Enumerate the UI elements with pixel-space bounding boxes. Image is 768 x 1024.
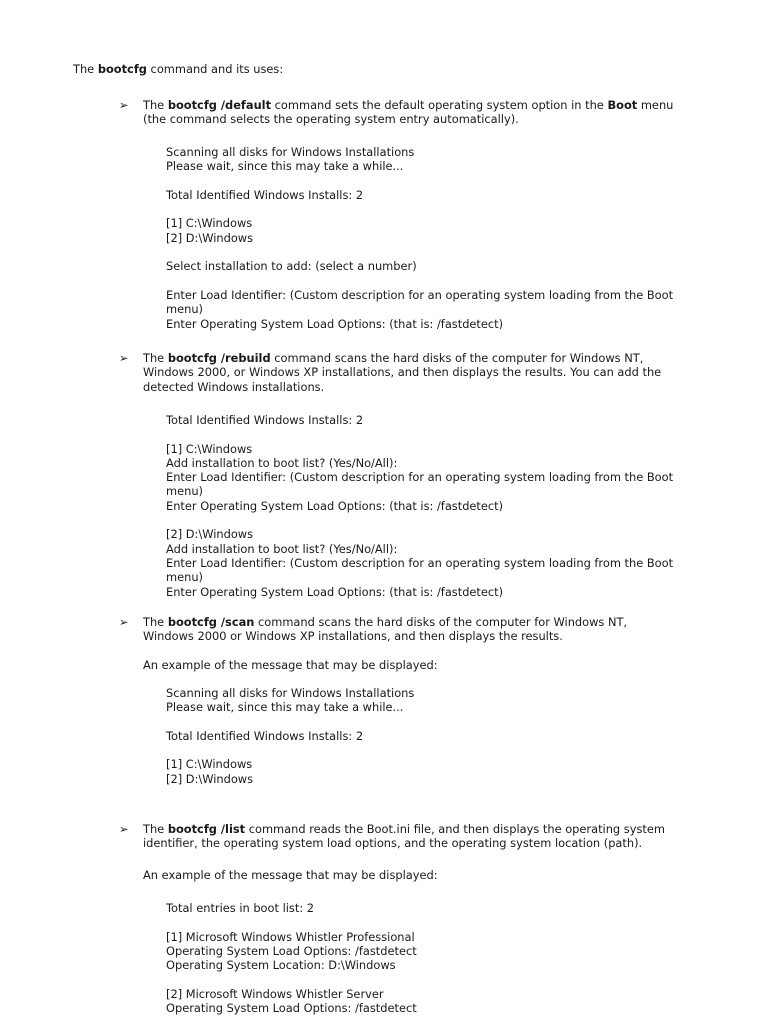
section-scan-text (143, 615, 703, 644)
text: Windows 2000, or Windows XP installations, and then displays the results. You can add the (143, 365, 662, 380)
text: The (143, 615, 168, 629)
section-list-text (143, 822, 703, 851)
code-block-list (166, 901, 706, 1015)
code-line: [2] D:\Windows (166, 771, 254, 786)
code-line: menu) (166, 302, 203, 317)
code-line: Total entries in boot list: 2 (166, 901, 315, 915)
code-line (166, 245, 706, 259)
text: Windows 2000 or Windows XP installations, and then displays the results. (143, 629, 563, 644)
text: The (143, 98, 168, 112)
code-line (166, 915, 706, 929)
section-rebuild-text (143, 351, 703, 394)
code-line: Scanning all disks for Windows Installations (166, 145, 415, 159)
code-line (166, 274, 706, 288)
text: command sets the default operating system option in the (271, 98, 608, 112)
code-line: Total Identified Windows Installs: 2 (166, 413, 364, 427)
code-line: Total Identified Windows Installs: 2 (166, 187, 364, 202)
text: identifier, the operating system load options, and the operating system location (path). (143, 836, 643, 851)
command-name: bootcfg /list (167, 822, 246, 836)
code-line: Total Identified Windows Installs: 2 (166, 728, 364, 743)
command-name: bootcfg /default (167, 98, 272, 112)
code-line (166, 715, 706, 729)
bullet-arrow-icon: ➢ (119, 615, 129, 629)
code-line (166, 972, 706, 986)
code-line: Add installation to boot list? (Yes/No/All): (166, 455, 398, 470)
text: The (143, 822, 168, 836)
bullet-arrow-icon: ➢ (119, 98, 129, 112)
code-line: [2] Microsoft Windows Whistler Server (166, 986, 384, 1001)
example-caption: An example of the message that may be displayed: (143, 868, 438, 882)
code-line (166, 513, 706, 527)
code-line: Enter Load Identifier: (Custom description for an operating system loading from the Boot (166, 470, 674, 485)
bullet-arrow-icon: ➢ (119, 822, 129, 836)
code-line: Enter Operating System Load Options: (that is: /fastdetect) (166, 498, 504, 513)
code-line: Select installation to add: (select a number) (166, 259, 417, 274)
code-line: menu) (166, 484, 203, 499)
text: command reads the Boot.ini file, and then displays the operating system (245, 822, 665, 836)
intro-command: bootcfg (97, 62, 147, 76)
text: command scans the hard disks of the computer for Windows NT, (254, 615, 628, 629)
code-block-rebuild (166, 413, 706, 599)
code-line: [1] C:\Windows (166, 216, 253, 231)
code-line: [2] D:\Windows (166, 230, 254, 245)
code-line: Please wait, since this may take a while... (166, 159, 404, 174)
command-name: bootcfg /scan (167, 615, 255, 629)
code-line: [1] Microsoft Windows Whistler Professional (166, 929, 415, 944)
code-line: menu) (166, 570, 203, 585)
intro-pre: The (73, 62, 98, 76)
command-name: bootcfg /rebuild (167, 351, 271, 365)
code-line: [1] C:\Windows (166, 441, 253, 456)
section-default-text (143, 98, 703, 127)
code-line: Add installation to boot list? (Yes/No/All): (166, 541, 398, 556)
text: menu (637, 98, 674, 112)
code-line: Operating System Load Options: /fastdetect (166, 1001, 417, 1016)
code-block-scan (166, 686, 706, 786)
code-line: Please wait, since this may take a while... (166, 700, 404, 715)
code-block-default (166, 145, 706, 331)
text: command scans the hard disks of the computer for Windows NT, (270, 351, 644, 365)
bullet-arrow-icon: ➢ (119, 351, 129, 365)
code-line: Enter Operating System Load Options: (that is: /fastdetect) (166, 316, 504, 331)
code-line: Enter Load Identifier: (Custom description for an operating system loading from the Boot (166, 555, 674, 570)
menu-name: Boot (607, 98, 638, 112)
code-line (166, 427, 706, 441)
code-line: Scanning all disks for Windows Installations (166, 686, 415, 700)
code-line: Enter Operating System Load Options: (that is: /fastdetect) (166, 584, 504, 599)
code-line (166, 174, 706, 188)
text: detected Windows installations. (143, 379, 325, 394)
code-line (166, 202, 706, 216)
example-caption: An example of the message that may be displayed: (143, 658, 438, 672)
code-line: Operating System Load Options: /fastdetect (166, 943, 417, 958)
text: The (143, 351, 168, 365)
code-line: [1] C:\Windows (166, 757, 253, 772)
code-line: Enter Load Identifier: (Custom description for an operating system loading from the Boot (166, 287, 674, 302)
text: (the command selects the operating system entry automatically). (143, 112, 519, 127)
intro-line (73, 62, 283, 76)
code-line (166, 743, 706, 757)
code-line: [2] D:\Windows (166, 527, 254, 542)
code-line: Operating System Location: D:\Windows (166, 958, 396, 973)
intro-post: command and its uses: (146, 62, 284, 76)
